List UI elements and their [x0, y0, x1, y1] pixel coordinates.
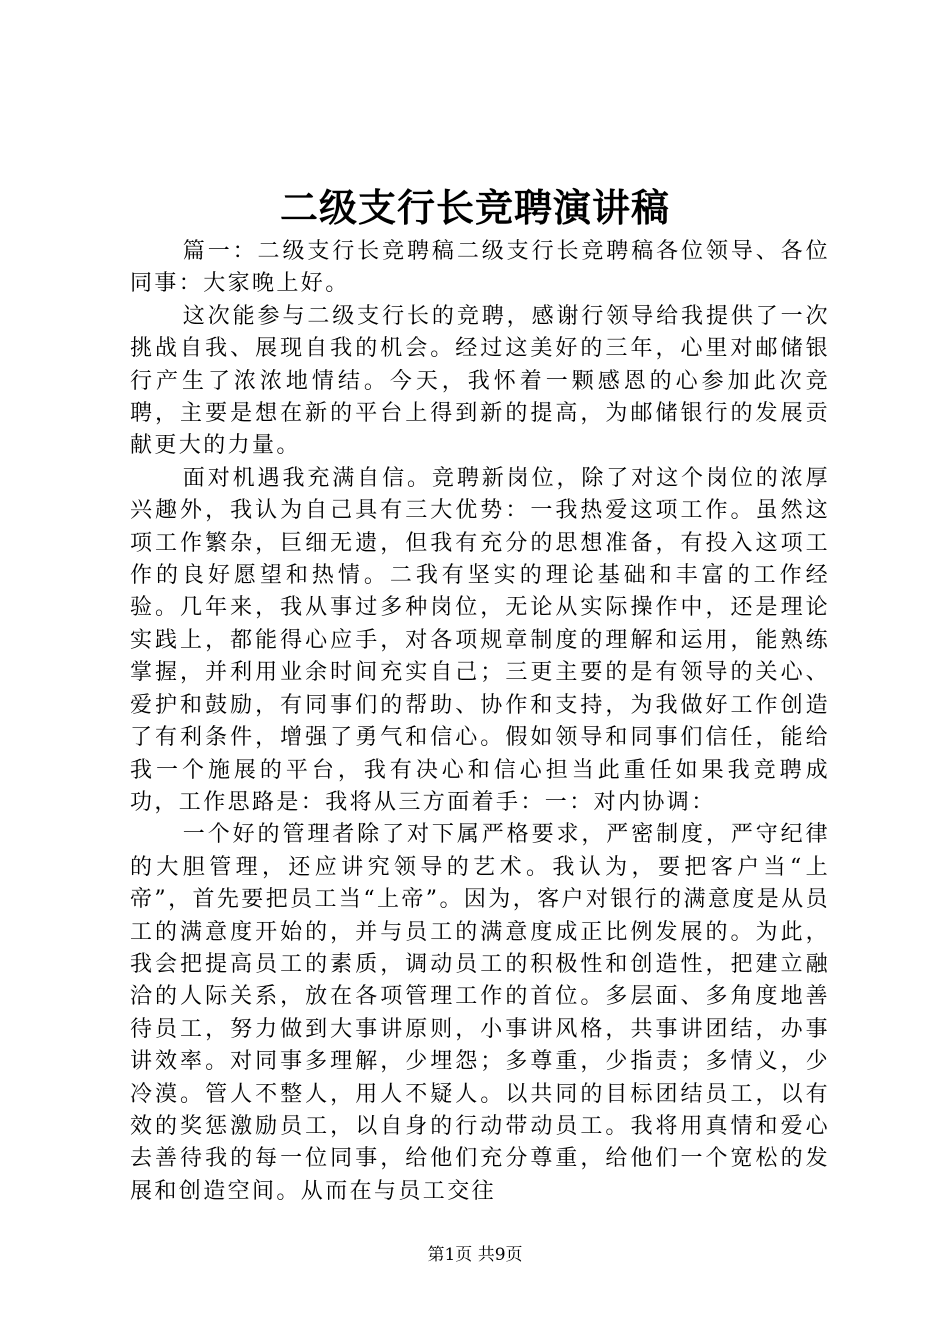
document-title: 二级支行长竞聘演讲稿: [279, 185, 670, 230]
page-number-footer: 第1页 共9页: [427, 1245, 523, 1265]
document-body: [130, 236, 830, 1208]
paragraph-2: 这次能参与二级支行长的竞聘，感谢行领导给我提供了一次挑战自我、展现自我的机会。经过这美好的三年，心里对邮储银行产生了浓浓地情结。今天，我怀着一颗感恩的心参加此次竞聘，主要是想在新的平台上得到新的提高，为邮储银行的发展贡献更大的力量。: [130, 303, 830, 459]
paragraph-3: 面对机遇我充满自信。竞聘新岗位，除了对这个岗位的浓厚兴趣外，我认为自己具有三大优势：一我热爱这项工作。虽然这项工作繁杂，巨细无遗，但我有充分的思想准备，有投入这项工作的良好愿望和热情。二我有坚实的理论基础和丰富的工作经验。几年来，我从事过多种岗位，无论从实际操作中，还是理论实践上，都能得心应手，对各项规章制度的理解和运用，能熟练掌握，并利用业余时间充实自己；三更主要的是有领导的关心、爱护和鼓励，有同事们的帮助、协作和支持，为我做好工作创造了有利条件，增强了勇气和信心。假如领导和同事们信任，能给我一个施展的平台，我有决心和信心担当此重任如果我竞聘成功，工作思路是：我将从三方面着手：一：对内协调：: [130, 465, 830, 815]
paragraph-4: 一个好的管理者除了对下属严格要求，严密制度，严守纪律的大胆管理，还应讲究领导的艺术。我认为，要把客户当“上帝”，首先要把员工当“上帝”。因为，客户对银行的满意度是从员工的满意度开始的，并与员工的满意度成正比例发展的。为此，我会把提高员工的素质，调动员工的积极性和创造性，把建立融洽的人际关系，放在各项管理工作的首位。多层面、多角度地善待员工，努力做到大事讲原则，小事讲风格，共事讲团结，办事讲效率。对同事多理解，少埋怨；多尊重，少指责；多情义，少冷漠。管人不整人，用人不疑人。以共同的目标团结员工，以有效的奖惩激励员工，以自身的行动带动员工。我将用真情和爱心去善待我的每一位同事，给他们充分尊重，给他们一个宽松的发展和创造空间。从而在与员工交往: [130, 822, 830, 1204]
paragraph-1: 篇一：二级支行长竞聘稿二级支行长竞聘稿各位领导、各位同事：大家晚上好。: [130, 239, 830, 297]
